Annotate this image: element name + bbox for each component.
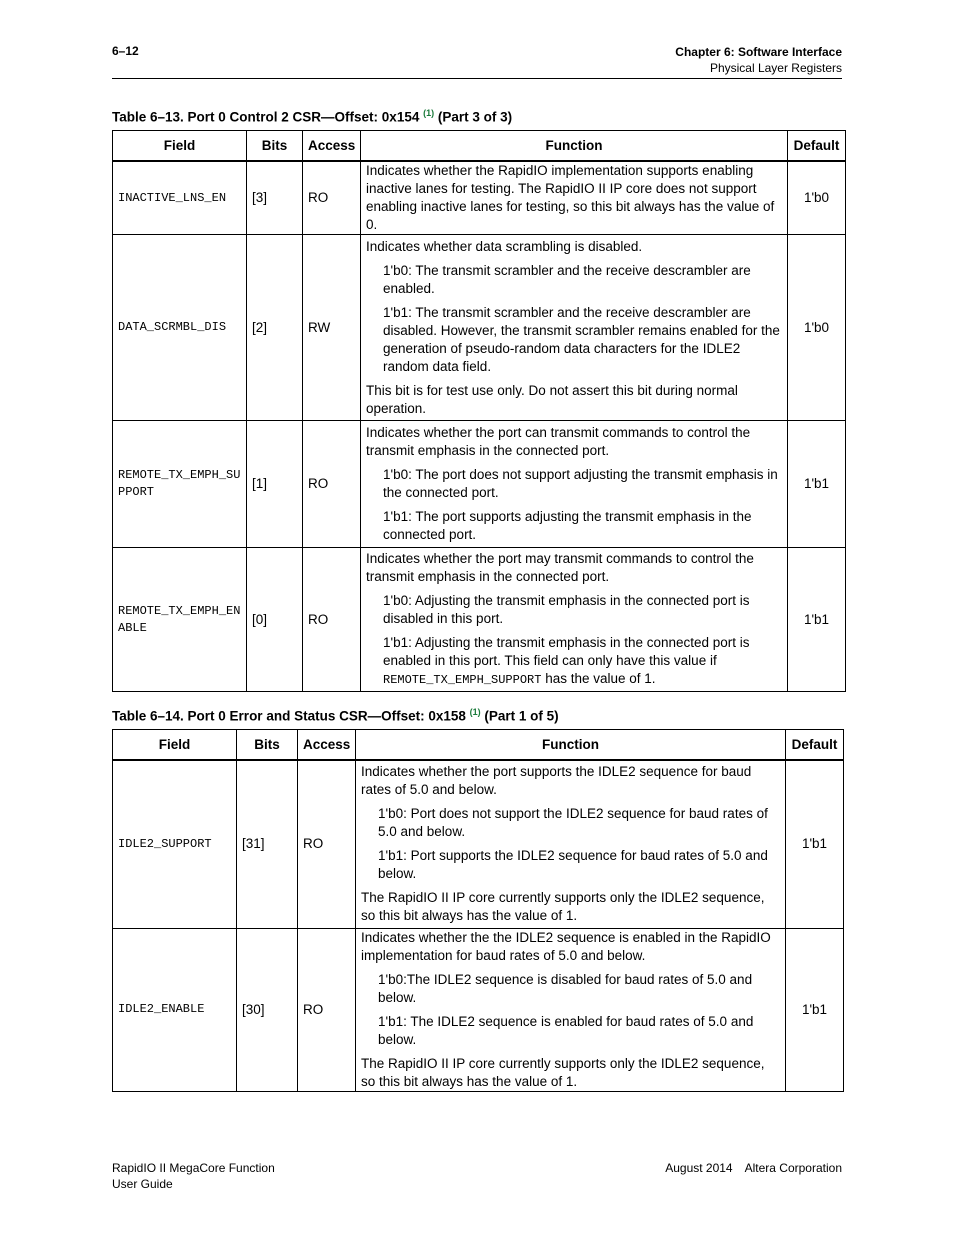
bits: [1] [247, 421, 303, 548]
header-rule [112, 78, 842, 79]
col-header-bits: Bits [247, 131, 303, 162]
function-option: 1'b1: The transmit scrambler and the receive descrambler are disabled. However, the transmit scrambler remains enabled for the generation of pseudo-random data characters for the IDLE2 random data field. [383, 304, 780, 374]
table-6-13-part: (Part 3 of 3) [437, 109, 513, 125]
default-value: 1'b1 [786, 760, 844, 928]
function-option: 1'b0: The port does not support adjusting the transmit emphasis in the connected port. [383, 467, 778, 500]
default-value: 1'b1 [788, 421, 846, 548]
function-option: 1'b0:The IDLE2 sequence is disabled for baud rates of 5.0 and below. [378, 971, 753, 1005]
table-row [113, 421, 846, 548]
field-name: INACTIVE_LNS_EN [113, 161, 247, 235]
col-header-access: Access [298, 730, 356, 761]
col-header-access: Access [303, 131, 361, 162]
option-text-end: has the value of 1. [541, 671, 656, 686]
function-option: 1'b0: Adjusting the transmit emphasis in the connected port is disabled in this port. [383, 593, 750, 626]
function-text: Indicates whether the port may transmit commands to control the transmit emphasis in the connected port. [366, 551, 754, 584]
function-note: This bit is for test use only. Do not assert this bit during normal operation. [366, 382, 738, 416]
bits: [3] [247, 161, 303, 235]
section-title: Physical Layer Registers [709, 61, 842, 75]
table-row [113, 548, 846, 692]
publication-date: August 2014 [665, 1161, 733, 1175]
function-cell [361, 548, 788, 692]
col-header-function: Function [361, 131, 788, 162]
default-value: 1'b0 [788, 161, 846, 235]
bits: [30] [237, 928, 298, 1091]
col-header-function: Function [356, 730, 786, 761]
table-header-row [113, 131, 846, 162]
function-option: 1'b1: The port supports adjusting the transmit emphasis in the connected port. [383, 509, 752, 542]
function-option [366, 634, 782, 689]
footer-product [112, 1160, 275, 1192]
access: RO [298, 928, 356, 1091]
table-6-13-title: Table 6–13. Port 0 Control 2 CSR—Offset: 0x154 [112, 109, 420, 125]
document-type: User Guide [112, 1177, 173, 1191]
field-name: DATA_SCRMBL_DIS [113, 235, 247, 421]
table-row [113, 161, 846, 235]
default-value: 1'b1 [788, 548, 846, 692]
access: RO [303, 548, 361, 692]
function-option: 1'b1: The IDLE2 sequence is enabled for baud rates of 5.0 and below. [378, 1013, 754, 1047]
bits: [0] [247, 548, 303, 692]
function-option: 1'b0: The transmit scrambler and the receive descrambler are enabled. [383, 262, 751, 296]
function-cell [361, 161, 788, 235]
function-text: Indicates whether the RapidIO implementation supports enabling inactive lanes for testing. The RapidIO II IP core does not support enabling inactive lanes for testing, so this bit always has the value of 0. [366, 163, 775, 232]
default-value: 1'b0 [788, 235, 846, 421]
field-name: REMOTE_TX_EMPH_ENABLE [113, 548, 247, 692]
footer-publisher [665, 1160, 842, 1176]
function-option: 1'b1: Port supports the IDLE2 sequence for baud rates of 5.0 and below. [378, 848, 768, 882]
table-6-14-title: Table 6–14. Port 0 Error and Status CSR—Offset: 0x158 [112, 708, 466, 724]
function-text: Indicates whether the port supports the IDLE2 sequence for baud rates of 5.0 and below. [361, 764, 752, 798]
function-cell [361, 421, 788, 548]
running-header [675, 44, 842, 76]
table-row [113, 760, 844, 928]
access: RO [298, 760, 356, 928]
option-text: 1'b1: Adjusting the transmit emphasis in the connected port is enabled in this port. This field can only have this value if [383, 635, 750, 668]
col-header-field: Field [113, 730, 237, 761]
function-option: 1'b0: Port does not support the IDLE2 sequence for baud rates of 5.0 and below. [378, 806, 768, 840]
table-6-14-note-link[interactable]: (1) [469, 707, 481, 717]
table-6-14-caption [112, 707, 559, 724]
bits: [2] [247, 235, 303, 421]
field-name: IDLE2_SUPPORT [113, 760, 237, 928]
table-6-13-note-link[interactable]: (1) [423, 108, 435, 118]
function-text: Indicates whether the port can transmit commands to control the transmit emphasis in the connected port. [366, 425, 751, 458]
function-text: Indicates whether data scrambling is disabled. [366, 238, 643, 254]
function-note: The RapidIO II IP core currently supports only the IDLE2 sequence, so this bit always has the value of 1. [361, 1055, 765, 1089]
table-6-13 [112, 130, 846, 692]
function-cell [361, 235, 788, 421]
table-row [113, 235, 846, 421]
table-6-14 [112, 729, 844, 1092]
access: RO [303, 421, 361, 548]
access: RO [303, 161, 361, 235]
field-name: IDLE2_ENABLE [113, 928, 237, 1091]
col-header-field: Field [113, 131, 247, 162]
function-text: Indicates whether the the IDLE2 sequence is enabled in the RapidIO implementation for baud rates of 5.0 and below. [361, 929, 771, 963]
product-name: RapidIO II MegaCore Function [112, 1161, 275, 1175]
table-row [113, 928, 844, 1091]
table-header-row [113, 730, 844, 761]
chapter-title: Chapter 6: Software Interface [675, 45, 842, 59]
col-header-bits: Bits [237, 730, 298, 761]
col-header-default: Default [786, 730, 844, 761]
table-6-14-part: (Part 1 of 5) [484, 708, 559, 724]
function-note: The RapidIO II IP core currently supports only the IDLE2 sequence, so this bit always has the value of 1. [361, 890, 765, 924]
access: RW [303, 235, 361, 421]
table-6-13-caption [112, 108, 512, 125]
function-cell [356, 928, 786, 1091]
col-header-default: Default [788, 131, 846, 162]
field-name: REMOTE_TX_EMPH_SUPPORT [113, 421, 247, 548]
bits: [31] [237, 760, 298, 928]
default-value: 1'b1 [786, 928, 844, 1091]
function-cell [356, 760, 786, 928]
code-reference: REMOTE_TX_EMPH_SUPPORT [383, 673, 542, 687]
company-name: Altera Corporation [744, 1161, 842, 1175]
page-number: 6–12 [112, 44, 139, 58]
